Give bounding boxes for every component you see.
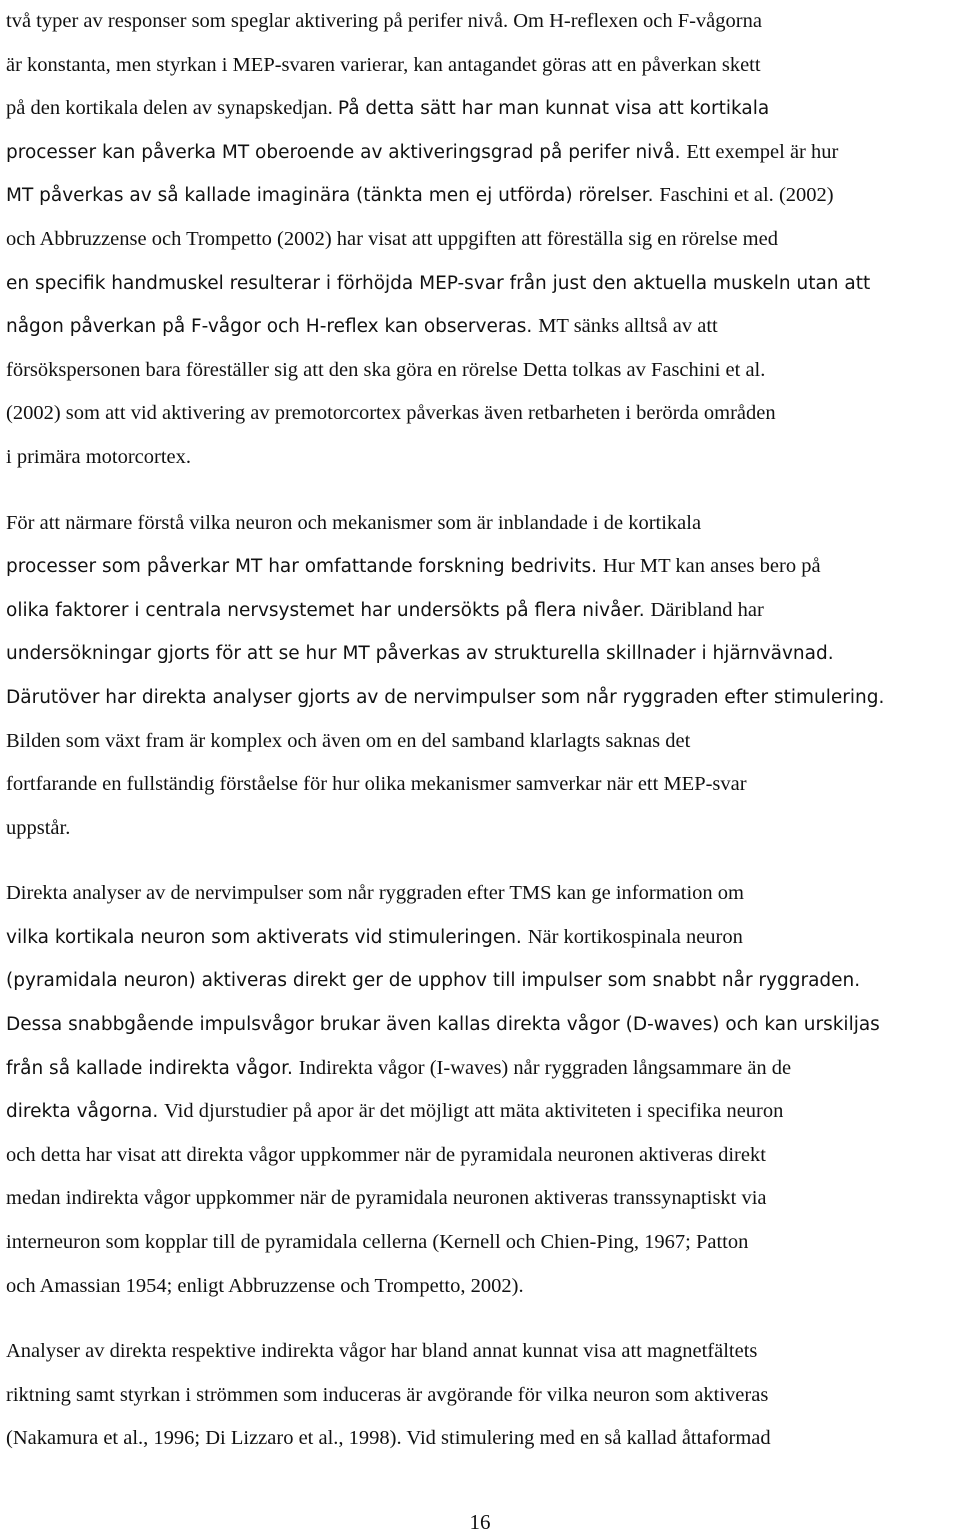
document-body [6,0,958,1461]
text-segment: När kortikospinala neuron [527,925,743,948]
text-segment: interneuron som kopplar till de pyramidala cellerna (Kernell och Chien-Ping, 1967; Patton [6,1231,749,1254]
text-segment: på den kortikala delen av synapskedjan. [6,97,338,120]
text-line [6,1417,958,1461]
text-segment: direkta vågorna. [6,1101,165,1123]
text-line [6,131,958,175]
text-line [6,392,958,436]
paragraph-4 [6,1330,958,1461]
text-line [6,436,958,480]
text-segment: (Nakamura et al., 1996; Di Lizzaro et al., 1998). [6,1427,407,1450]
text-segment: Bilden som växt fram är komplex och även om en del samband klarlagts saknas det [6,729,691,752]
text-line [6,502,958,546]
text-line [6,174,958,218]
text-line [6,589,958,633]
text-line [6,916,958,960]
paragraph-3 [6,872,958,1308]
text-line [6,0,958,44]
text-segment: Analyser av direkta respektive indirekta vågor har bland annat kunnat visa att magnetfältets [6,1340,758,1363]
text-segment: och Abbruzzense och Trompetto (2002) har visat att uppgiften att föreställa sig en rörelse med [6,227,778,250]
text-segment: Faschini et al. [659,184,779,207]
document-page [6,0,958,1461]
text-segment: (2002) som att vid aktivering av premotorcortex påverkas även retbarheten i berörda områden [6,402,776,425]
text-line [6,872,958,916]
text-segment: från så kallade indirekta vågor. [6,1057,299,1079]
text-segment: uppstår. [6,816,71,839]
text-segment: MT sänks alltså av att [538,315,718,338]
text-segment: Hur MT kan anses bero på [602,555,821,578]
text-segment: någon påverkan på F-vågor och H-reflex kan observeras. [6,316,539,338]
paragraph-gap [6,1308,958,1330]
text-line [6,632,958,676]
text-segment: processer kan påverka MT oberoende av aktiveringsgrad på perifer nivå. [6,141,687,163]
text-segment: Indirekta vågor (I-waves) når ryggraden långsammare än de [298,1056,792,1079]
text-line [6,1221,958,1265]
text-line [6,1090,958,1134]
page-number: 16 [469,1510,491,1534]
text-line [6,959,958,1003]
paragraph-gap [6,850,958,872]
paragraph-gap [6,480,958,502]
text-segment: en specifik handmuskel resulterar i förhöjda MEP-svar från just den aktuella muskeln utan att [6,272,871,294]
text-segment: processer som påverkar MT har omfattande forskning bedrivits. [6,556,603,578]
text-segment: undersökningar gjorts för att se hur MT påverkas av strukturella skillnader i hjärnvävnad. [6,643,834,665]
text-segment: riktning samt styrkan i strömmen som induceras är avgörande för vilka neuron som aktiveras [6,1383,769,1406]
text-line [6,807,958,851]
text-segment: Ett exempel är hur [686,140,839,163]
text-segment: fortfarande en fullständig förståelse för hur olika mekanismer samverkar när ett MEP-svar [6,773,747,796]
text-line [6,1003,958,1047]
text-line [6,1330,958,1374]
text-segment: två typer av responser som speglar aktivering på perifer nivå. Om H-reflexen och F-vågorna [6,10,762,32]
text-line [6,1047,958,1091]
paragraph-2 [6,502,958,851]
text-segment: (pyramidala neuron) aktiveras direkt ger de upphov till impulser som snabbt når ryggraden. [6,970,861,992]
text-segment: försökspersonen bara föreställer sig att den ska göra en rörelse Detta tolkas av Faschini et al. [6,358,766,381]
text-segment: och Amassian 1954; enligt Abbruzzense och Trompetto, 2002). [6,1274,524,1297]
text-segment: Dessa snabbgående impulsvågor brukar även kallas direkta vågor (D-waves) och kan urskiljas [6,1014,880,1036]
text-segment: (2002) [778,184,834,207]
text-line [6,1134,958,1178]
text-segment: är konstanta, men styrkan i MEP-svaren varierar, kan antagandet göras att en påverkan skett [6,53,761,76]
text-line [6,305,958,349]
text-line [6,1265,958,1309]
text-line [6,763,958,807]
text-segment: Däribland har [650,598,764,621]
text-segment: För att närmare förstå vilka neuron och mekanismer som är inblandade i de kortikala [6,511,702,534]
text-line [6,676,958,720]
text-line [6,1374,958,1418]
text-line [6,349,958,393]
text-segment: På detta sätt har man kunnat visa att kortikala [337,98,770,120]
text-segment: MT påverkas av så kallade imaginära (tänkta men ej utförda) rörelser. [6,185,660,207]
text-segment: olika faktorer i centrala nervsystemet har undersökts på flera nivåer. [6,599,651,621]
text-segment: och detta har visat att direkta vågor uppkommer när de pyramidala neuronen aktiveras direkt [6,1143,766,1166]
text-line [6,262,958,306]
text-segment: vilka kortikala neuron som aktiverats vid stimuleringen. [6,926,528,948]
text-line [6,87,958,131]
text-segment: i primära motorcortex. [6,445,192,468]
text-segment: medan indirekta vågor uppkommer när de pyramidala neuronen aktiveras transsynaptiskt via [6,1187,767,1210]
text-line [6,1177,958,1221]
text-segment: Vid djurstudier på apor är det möjligt att mäta aktiviteten i specifika neuron [164,1100,784,1123]
text-line [6,218,958,262]
text-segment: Därutöver har direkta analyser gjorts av de nervimpulser som når ryggraden efter stimulering. [6,686,885,708]
paragraph-1 [6,0,958,480]
text-line [6,545,958,589]
text-line [6,720,958,764]
text-segment: Direkta analyser av de nervimpulser som når ryggraden efter TMS kan ge information om [6,882,744,905]
text-segment: Vid stimulering med en så kallad åttaformad [406,1427,771,1450]
text-line [6,44,958,88]
